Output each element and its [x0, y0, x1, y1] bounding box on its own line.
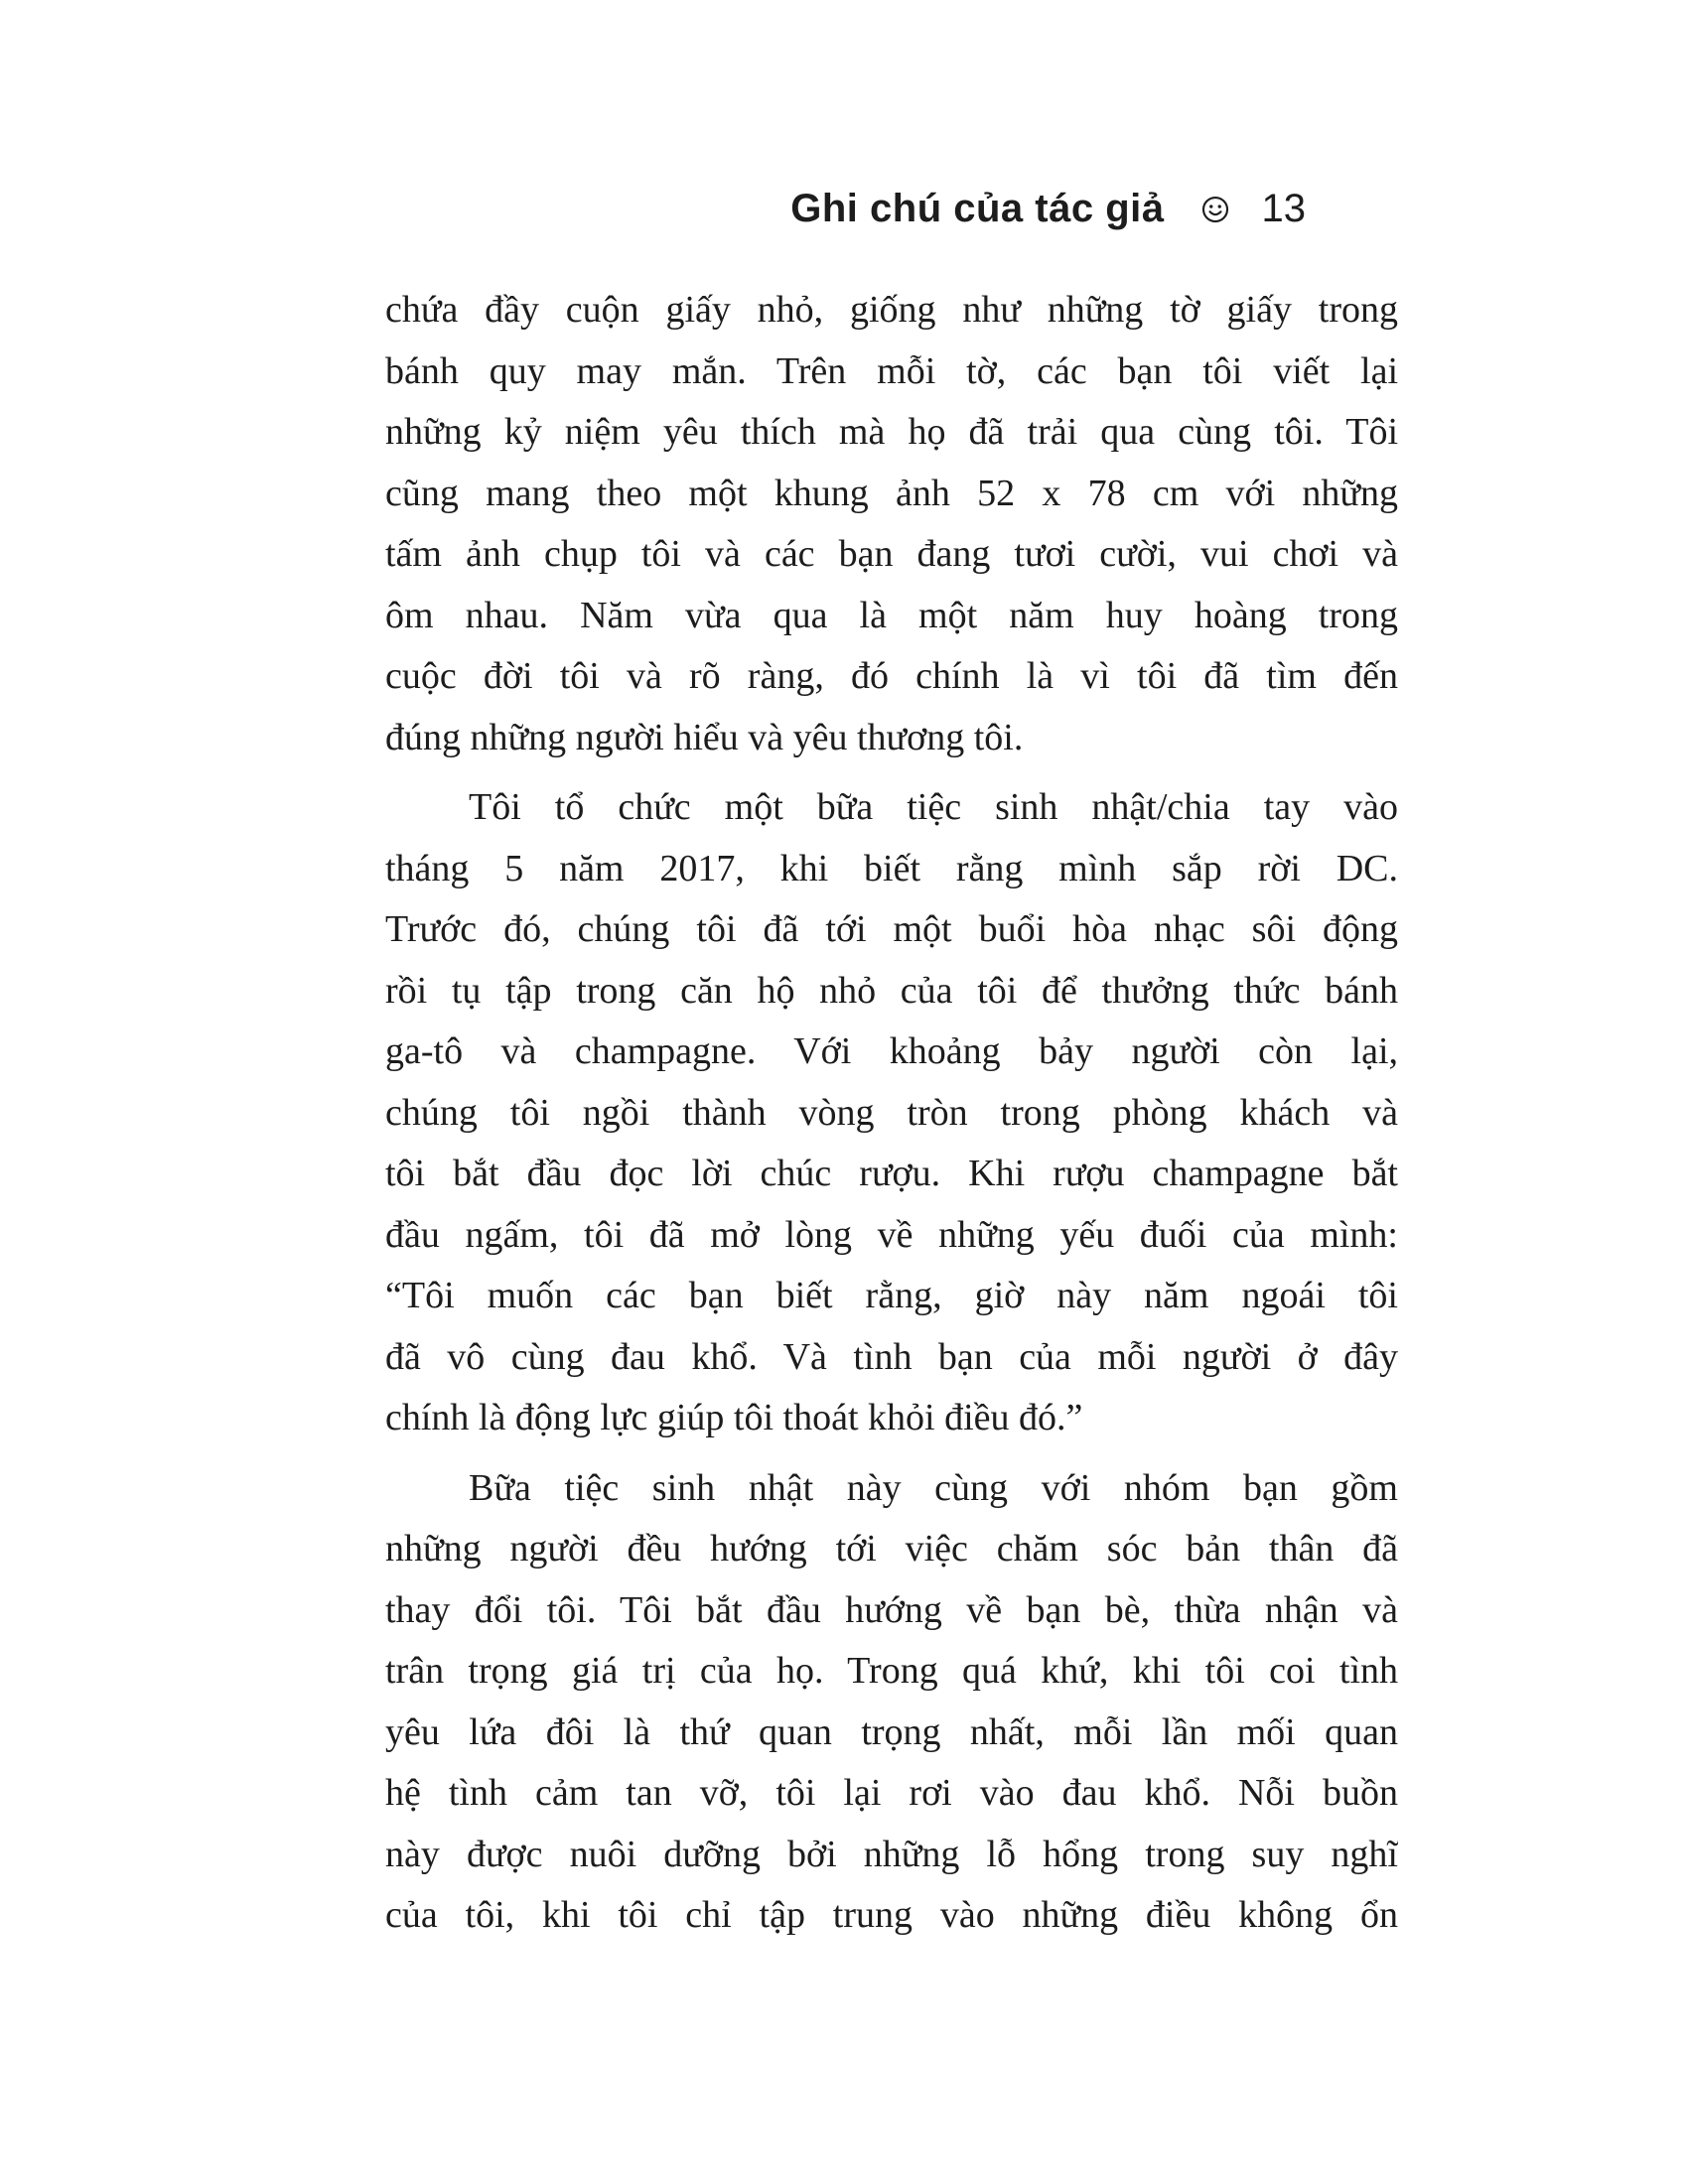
text-line: cuộc đời tôi và rõ ràng, đó chính là vì tôi đã tìm đến [385, 655, 1398, 697]
page-body-text [385, 280, 1398, 1947]
text-line: này được nuôi dưỡng bởi những lỗ hổng trong suy nghĩ [385, 1833, 1398, 1875]
text-line: tôi bắt đầu đọc lời chúc rượu. Khi rượu champagne bắt [385, 1153, 1398, 1194]
chapter-title: Ghi chú của tác giả [790, 187, 1165, 230]
text-line: Trước đó, chúng tôi đã tới một buổi hòa nhạc sôi động [385, 908, 1398, 950]
paragraph [385, 1458, 1398, 1947]
text-line: đầu ngấm, tôi đã mở lòng về những yếu đuối của mình: [385, 1213, 1398, 1256]
smiley-face-icon [1200, 195, 1230, 224]
text-line: của tôi, khi tôi chỉ tập trung vào những điều không ổn [385, 1894, 1398, 1936]
text-line: Tôi tổ chức một bữa tiệc sinh nhật/chia tay vào [469, 786, 1398, 828]
text-line: chứa đầy cuộn giấy nhỏ, giống như những tờ giấy trong [385, 289, 1398, 331]
text-line: thay đổi tôi. Tôi bắt đầu hướng về bạn bè, thừa nhận và [385, 1588, 1398, 1631]
paragraph [385, 777, 1398, 1449]
text-line: ôm nhau. Năm vừa qua là một năm huy hoàng trong [385, 594, 1398, 636]
text-line: yêu lứa đôi là thứ quan trọng nhất, mỗi lần mối quan [385, 1710, 1398, 1753]
text-line: Bữa tiệc sinh nhật này cùng với nhóm bạn gồm [469, 1466, 1398, 1509]
text-line: bánh quy may mắn. Trên mỗi tờ, các bạn tôi viết lại [385, 349, 1398, 392]
text-line: chúng tôi ngồi thành vòng tròn trong phòng khách và [385, 1091, 1398, 1134]
text-line: trân trọng giá trị của họ. Trong quá khứ, khi tôi coi tình [385, 1650, 1398, 1692]
running-header [790, 187, 1306, 231]
text-line: chính là động lực giúp tôi thoát khỏi điều đó.” [385, 1397, 1083, 1438]
text-line: rồi tụ tập trong căn hộ nhỏ của tôi để thưởng thức bánh [385, 969, 1398, 1012]
text-line: ga-tô và champagne. Với khoảng bảy người còn lại, [385, 1030, 1398, 1072]
text-line: đã vô cùng đau khổ. Và tình bạn của mỗi người ở đây [385, 1335, 1398, 1378]
text-line: cũng mang theo một khung ảnh 52 x 78 cm với những [385, 472, 1398, 514]
text-line: đúng những người hiểu và yêu thương tôi. [385, 716, 1024, 758]
text-line: hệ tình cảm tan vỡ, tôi lại rơi vào đau khổ. Nỗi buồn [385, 1772, 1398, 1814]
text-line: tháng 5 năm 2017, khi biết rằng mình sắp rời DC. [385, 847, 1398, 889]
page-number: 13 [1261, 187, 1306, 230]
paragraph [385, 280, 1398, 768]
text-line: những người đều hướng tới việc chăm sóc bản thân đã [385, 1528, 1398, 1570]
text-line: “Tôi muốn các bạn biết rằng, giờ này năm ngoái tôi [385, 1275, 1398, 1316]
text-line: những kỷ niệm yêu thích mà họ đã trải qua cùng tôi. Tôi [385, 411, 1398, 453]
text-line: tấm ảnh chụp tôi và các bạn đang tươi cười, vui chơi và [385, 533, 1398, 575]
